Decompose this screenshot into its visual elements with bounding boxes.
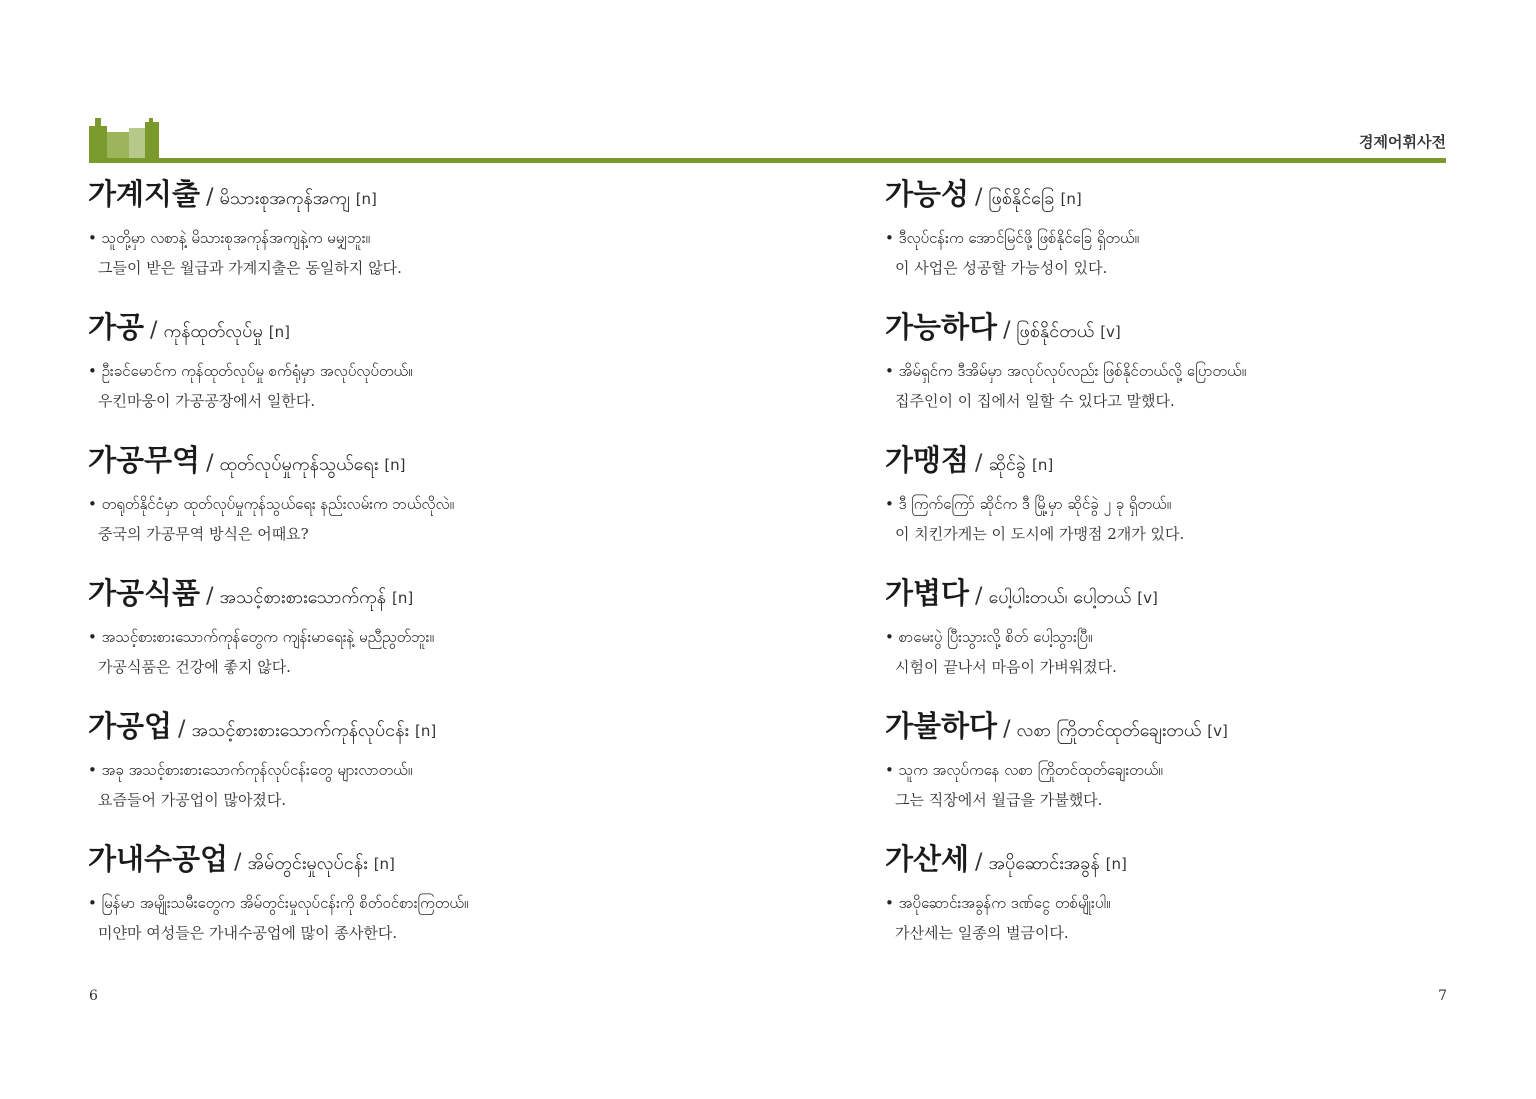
example-burmese: • ဒီ ကြက်ကြော် ဆိုင်က ဒီ မြို့မှာ ဆိုင်ခွဲ ၂ ခု ရှိတယ်။ (885, 495, 1172, 513)
entry (88, 575, 728, 708)
separator: / (150, 318, 158, 343)
separator: / (1003, 717, 1011, 742)
headline (88, 575, 728, 616)
headword: 가볍다 (885, 576, 970, 610)
part-of-speech: [v] (1137, 589, 1158, 607)
example-korean: 이 치킨가게는 이 도시에 가맹점 2개가 있다. (895, 525, 1185, 543)
separator: / (206, 185, 214, 210)
part-of-speech: [n] (415, 722, 437, 740)
example-korean: 요즘들어 가공업이 많아졌다. (98, 791, 287, 809)
headword: 가공식품 (88, 576, 201, 610)
right-column (885, 176, 1525, 974)
example-burmese: • ဦးခင်မောင်က ကုန်ထုတ်လုပ်မှု စက်ရုံမှာ အလုပ်လုပ်တယ်။ (88, 362, 413, 380)
headline (88, 708, 728, 749)
separator: / (975, 451, 983, 476)
book-logo-icon (89, 118, 159, 160)
entry (88, 841, 728, 974)
example-korean: 우킨마웅이 가공공장에서 일한다. (98, 392, 316, 410)
separator: / (975, 185, 983, 210)
example-burmese: • အခု အသင့်စားစားသောက်ကုန်လုပ်ငန်းတွေ များလာတယ်။ (88, 761, 413, 779)
headword: 가산세 (885, 842, 970, 876)
headline (885, 708, 1525, 749)
meaning: ကုန်ထုတ်လုပ်မှု (163, 321, 263, 342)
example-burmese: • သူက အလုပ်ကနေ လစာ ကြိုတင်ထုတ်ချေးတယ်။ (885, 761, 1163, 779)
separator: / (178, 717, 186, 742)
part-of-speech: [v] (1207, 722, 1228, 740)
dictionary-title: 경제어휘사전 (1359, 133, 1446, 151)
example-burmese: • အသင့်စားစားသောက်ကုန်တွေက ကျန်းမာရေးနဲ့ မညီညွတ်ဘူး။ (88, 628, 435, 646)
meaning: ထုတ်လုပ်မှုကုန်သွယ်ရေး (219, 454, 379, 475)
headword: 가능성 (885, 177, 970, 211)
part-of-speech: [n] (268, 323, 290, 341)
entry (885, 841, 1525, 974)
separator: / (234, 850, 242, 875)
separator: / (1003, 318, 1011, 343)
separator: / (206, 584, 214, 609)
part-of-speech: [n] (1060, 190, 1082, 208)
entry (885, 176, 1525, 309)
meaning: မိသားစုအကုန်အကျ (219, 188, 350, 209)
part-of-speech: [n] (355, 190, 377, 208)
headline (88, 841, 728, 882)
part-of-speech: [n] (373, 855, 395, 873)
headline (885, 176, 1525, 217)
entry (885, 442, 1525, 575)
example-korean: 가공식품은 건강에 좋지 않다. (98, 658, 291, 676)
meaning: ဖြစ်နိုင်ခြေ (988, 188, 1055, 209)
headword: 가불하다 (885, 709, 998, 743)
headline (885, 841, 1525, 882)
example-korean: 중국의 가공무역 방식은 어때요? (98, 525, 309, 543)
separator: / (206, 451, 214, 476)
meaning: ဖြစ်နိုင်တယ် (1016, 321, 1095, 342)
example-korean: 그들이 받은 월급과 가계지출은 동일하지 않다. (98, 259, 402, 277)
example-burmese: • မြန်မာ အမျိုးသမီးတွေက အိမ်တွင်းမှုလုပ်ငန်းကို စိတ်ဝင်စားကြတယ်။ (88, 894, 469, 912)
entry (88, 708, 728, 841)
page-number-right: 7 (1438, 988, 1447, 1004)
headword: 가맹점 (885, 443, 970, 477)
meaning: အိမ်တွင်းမှုလုပ်ငန်း (247, 853, 368, 874)
separator: / (975, 850, 983, 875)
example-burmese: • တရုတ်နိုင်ငံမှာ ထုတ်လုပ်မှုကုန်သွယ်ရေး နည်းလမ်းက ဘယ်လိုလဲ။ (88, 495, 455, 513)
headword: 가공업 (88, 709, 173, 743)
headword: 가공 (88, 310, 145, 344)
part-of-speech: [n] (1105, 855, 1127, 873)
headline (88, 309, 728, 350)
separator: / (975, 584, 983, 609)
example-burmese: • အပိုဆောင်းအခွန်က ဒဏ်ငွေ တစ်မျိုးပါ။ (885, 894, 1111, 912)
header-rule (89, 158, 1446, 163)
example-korean: 시험이 끝나서 마음이 가벼워졌다. (895, 658, 1117, 676)
part-of-speech: [n] (392, 589, 414, 607)
meaning: ဆိုင်ခွဲ (988, 454, 1026, 475)
example-korean: 집주인이 이 집에서 일할 수 있다고 말했다. (895, 392, 1175, 410)
headline (885, 442, 1525, 483)
entry (88, 309, 728, 442)
part-of-speech: [v] (1100, 323, 1121, 341)
example-burmese: • အိမ်ရှင်က ဒီအိမ်မှာ အလုပ်လုပ်လည်း ဖြစ်နိုင်တယ်လို့ ပြောတယ်။ (885, 362, 1247, 380)
headword: 가공무역 (88, 443, 201, 477)
example-burmese: • စာမေးပွဲ ပြီးသွားလို့ စိတ် ပေါ့သွားပြီ။ (885, 628, 1093, 646)
meaning: အသင့်စားစားသောက်ကုန်လုပ်ငန်း (191, 720, 409, 741)
entry (88, 176, 728, 309)
meaning: အသင့်စားစားသောက်ကုန် (219, 587, 387, 608)
page-number-left: 6 (89, 988, 98, 1004)
meaning: ပေါ့ပါးတယ်၊ ပေါ့တယ် (988, 587, 1132, 608)
headline (88, 442, 728, 483)
example-burmese: • သူတို့မှာ လစာနဲ့ မိသားစုအကုန်အကျနဲ့က မမျှဘူး။ (88, 229, 371, 247)
headword: 가계지출 (88, 177, 201, 211)
entry (88, 442, 728, 575)
example-burmese: • ဒီလုပ်ငန်းက အောင်မြင်ဖို့ ဖြစ်နိုင်ခြေ ရှိတယ်။ (885, 229, 1140, 247)
headword: 가능하다 (885, 310, 998, 344)
example-korean: 가산세는 일종의 벌금이다. (895, 924, 1069, 942)
headword: 가내수공업 (88, 842, 229, 876)
headline (885, 575, 1525, 616)
meaning: လစာ ကြိုတင်ထုတ်ချေးတယ် (1016, 720, 1202, 741)
headline (88, 176, 728, 217)
part-of-speech: [n] (384, 456, 406, 474)
example-korean: 미얀마 여성들은 가내수공업에 많이 종사한다. (98, 924, 398, 942)
entry (885, 708, 1525, 841)
part-of-speech: [n] (1031, 456, 1054, 474)
headline (885, 309, 1525, 350)
entry (885, 575, 1525, 708)
meaning: အပိုဆောင်းအခွန် (988, 853, 1100, 874)
entry (885, 309, 1525, 442)
left-column (88, 176, 728, 974)
example-korean: 그는 직장에서 월급을 가불했다. (895, 791, 1103, 809)
example-korean: 이 사업은 성공할 가능성이 있다. (895, 259, 1108, 277)
